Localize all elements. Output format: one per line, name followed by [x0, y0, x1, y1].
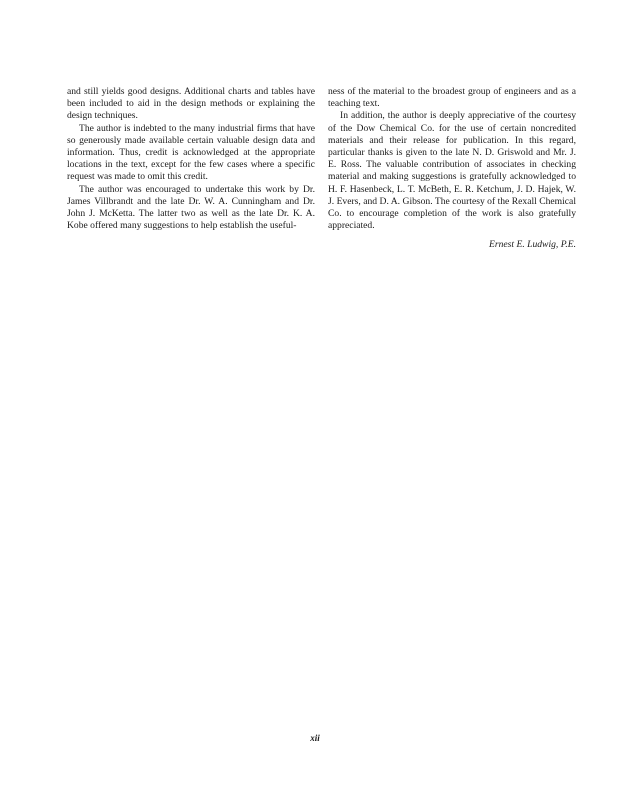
paragraph-encouragement: The author was encouraged to undertake this work by Dr. James Villbrandt and the late Dr. W. A. Cunningham and Dr. John J. McKetta. The latter two as well as the late Dr. K. A. Kobe offered many suggestions to help establish the useful-: [67, 183, 315, 232]
paragraph-continuation: and still yields good designs. Additional charts and tables have been included to aid in the design methods or explaining the design techniques.: [67, 86, 315, 122]
left-column: [67, 86, 315, 232]
author-signature: Ernest E. Ludwig, P.E.: [489, 239, 576, 251]
page-number: xii: [310, 733, 320, 743]
paragraph-acknowledgement-firms: The author is indebted to the many industrial firms that have so generously made available certain valuable design data and information. Thus, credit is acknowledged at the appropriate locations in the text, except for the few cases where a specific request was made to omit this credit.: [67, 122, 315, 183]
paragraph-appreciation: In addition, the author is deeply appreciative of the courtesy of the Dow Chemical Co. for the use of certain noncredited materials and their release for publication. In this regard, particular thanks is given to the late N. D. Griswold and Mr. J. E. Ross. The valuable contribution of associates in checking material and making suggestions is gratefully acknowledged to H. F. Hasenbeck, L. T. McBeth, E. R. Ketchum, J. D. Hajek, W. J. Evers, and D. A. Gibson. The courtesy of the Rexall Chemical Co. to encourage completion of the work is also gratefully appreciated.: [328, 110, 576, 232]
right-column: [328, 86, 576, 252]
paragraph-continuation-right: ness of the material to the broadest group of engineers and as a teaching text.: [328, 86, 576, 110]
